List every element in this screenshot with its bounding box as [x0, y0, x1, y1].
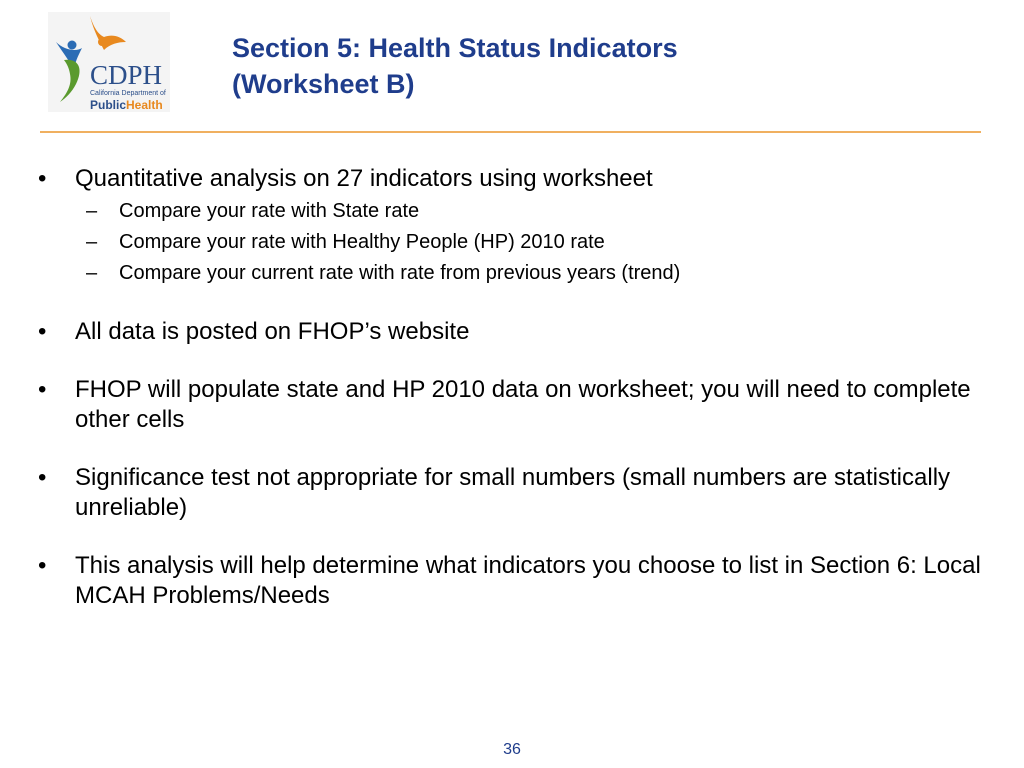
bullet-text: This analysis will help determine what indicators you choose to list in Section 6: Local MCAH Problems/Needs: [75, 552, 981, 609]
title-line-2: (Worksheet B): [232, 69, 415, 99]
bullet-text: FHOP will populate state and HP 2010 data on worksheet; you will need to complete other cells: [75, 376, 971, 433]
bullet-text: All data is posted on FHOP’s website: [75, 318, 470, 345]
sub-bullet-item: – Compare your rate with Healthy People (HP) 2010 rate: [75, 227, 988, 258]
bullet-list: [38, 164, 988, 639]
sub-bullet-item: – Compare your rate with State rate: [75, 196, 988, 227]
slide-title: [232, 30, 972, 102]
logo-abbreviation: CDPH: [90, 60, 163, 90]
bullet-text: Quantitative analysis on 27 indicators using worksheet: [75, 165, 653, 192]
logo-health: Health: [126, 98, 163, 112]
sub-bullet-list: [75, 196, 988, 289]
bullet-item: [38, 164, 988, 289]
logo-public: Public: [90, 98, 127, 112]
bullet-item: [38, 551, 988, 611]
bullet-item: [38, 317, 988, 347]
logo-department: California Department of: [90, 90, 166, 97]
sub-bullet-item: – Compare your current rate with rate from previous years (trend): [75, 258, 988, 289]
bullet-item: [38, 463, 988, 523]
title-divider: [40, 131, 981, 133]
bullet-item: [38, 375, 988, 435]
bullet-text: Significance test not appropriate for small numbers (small numbers are statistically unreliable): [75, 464, 951, 521]
title-line-1: Section 5: Health Status Indicators: [232, 33, 678, 63]
logo-text: [90, 62, 172, 112]
page-number: 36: [503, 741, 521, 758]
logo-public-health: [90, 98, 172, 112]
cdph-logo: [48, 12, 170, 112]
